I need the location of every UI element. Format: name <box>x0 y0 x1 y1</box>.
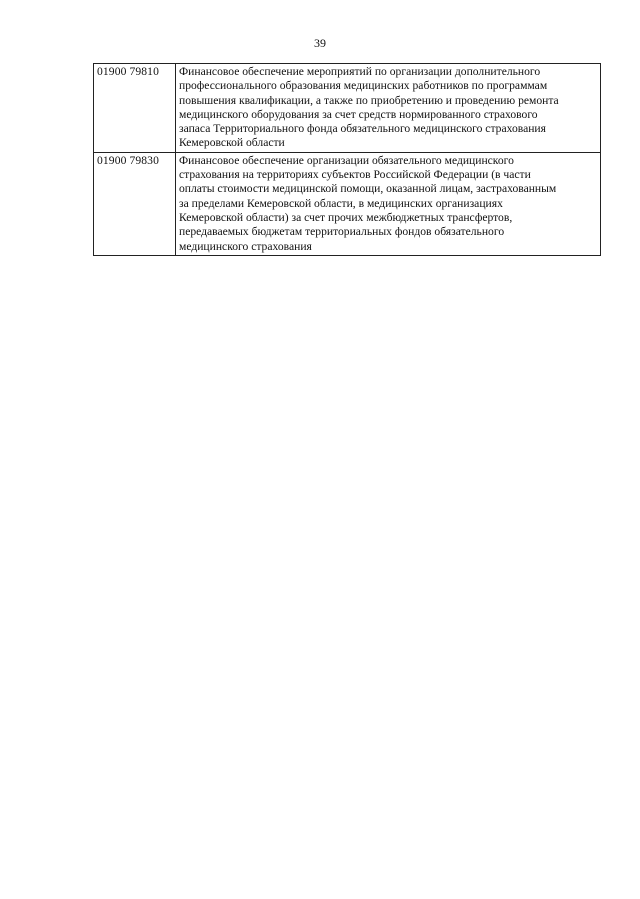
description-line: Кемеровской области <box>179 136 285 150</box>
description-line: профессионального образования медицинских работников по программам <box>179 79 548 93</box>
description-line: Кемеровской области) за счет прочих межбюджетных трансфертов, <box>179 210 513 224</box>
budget-code-cell: 01900 79810 <box>94 64 176 153</box>
description-line: за пределами Кемеровской области, в медицинских организациях <box>179 196 503 210</box>
description-line: Финансовое обеспечение мероприятий по организации дополнительного <box>179 65 541 78</box>
table-row <box>94 64 601 153</box>
description-line: передаваемых бюджетам территориальных фондов обязательного <box>179 225 505 239</box>
description-cell <box>176 64 601 153</box>
budget-code-cell: 01900 79830 <box>94 152 176 255</box>
description-line: запаса Территориального фонда обязательного медицинского страхования <box>179 122 546 136</box>
description-line: медицинского страхования <box>179 239 312 253</box>
budget-classification-table <box>93 63 601 256</box>
description-cell <box>176 152 601 255</box>
description-line: Финансовое обеспечение организации обязательного медицинского <box>179 153 514 167</box>
page-number: 39 <box>314 36 326 50</box>
description-line: медицинского оборудования за счет средств нормированного страхового <box>179 107 538 121</box>
description-line: повышения квалификации, а также по приобретению и проведению ремонта <box>179 93 559 107</box>
description-line: страхования на территориях субъектов Российской Федерации (в части <box>179 168 531 182</box>
table-row <box>94 152 601 255</box>
description-line: оплаты стоимости медицинской помощи, оказанной лицам, застрахованным <box>179 182 557 196</box>
